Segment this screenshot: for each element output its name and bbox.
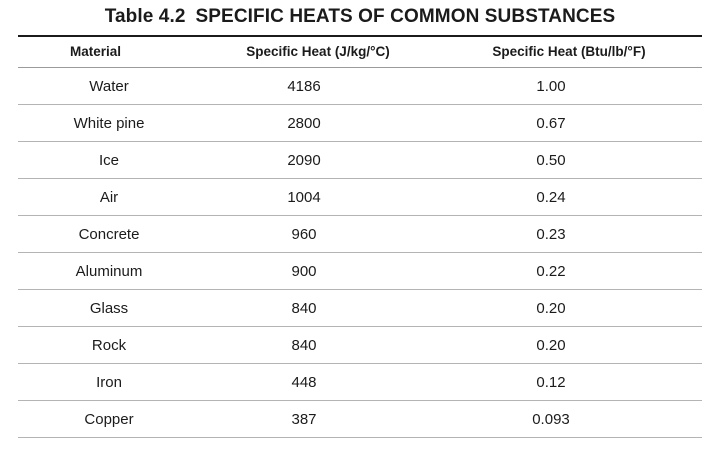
table-row	[18, 179, 702, 216]
cell-specific-heat-btu: 0.20	[436, 327, 702, 364]
cell-specific-heat-si: 960	[200, 216, 436, 253]
cell-material: Aluminum	[18, 253, 200, 290]
table-row	[18, 364, 702, 401]
cell-specific-heat-si: 1004	[200, 179, 436, 216]
table-header	[18, 36, 702, 68]
cell-specific-heat-btu: 0.20	[436, 290, 702, 327]
specific-heats-table	[18, 35, 702, 438]
table-row	[18, 142, 702, 179]
table-caption	[0, 0, 720, 35]
cell-specific-heat-btu: 1.00	[436, 68, 702, 105]
table-row	[18, 253, 702, 290]
cell-specific-heat-btu: 0.22	[436, 253, 702, 290]
cell-specific-heat-si: 2800	[200, 105, 436, 142]
cell-material: Rock	[18, 327, 200, 364]
cell-specific-heat-btu: 0.12	[436, 364, 702, 401]
cell-specific-heat-btu: 0.23	[436, 216, 702, 253]
cell-material: White pine	[18, 105, 200, 142]
cell-specific-heat-si: 900	[200, 253, 436, 290]
column-header-specific-heat-btu: Specific Heat (Btu/lb/°F)	[436, 36, 702, 68]
cell-specific-heat-si: 2090	[200, 142, 436, 179]
cell-specific-heat-si: 448	[200, 364, 436, 401]
table-row	[18, 290, 702, 327]
cell-material: Concrete	[18, 216, 200, 253]
cell-specific-heat-btu: 0.67	[436, 105, 702, 142]
cell-material: Copper	[18, 401, 200, 438]
cell-material: Water	[18, 68, 200, 105]
cell-specific-heat-si: 387	[200, 401, 436, 438]
cell-specific-heat-si: 840	[200, 290, 436, 327]
cell-specific-heat-btu: 0.24	[436, 179, 702, 216]
table-row	[18, 401, 702, 438]
table-title: SPECIFIC HEATS OF COMMON SUBSTANCES	[195, 6, 616, 27]
table-row	[18, 68, 702, 105]
table-number: Table 4.2	[104, 6, 186, 27]
cell-specific-heat-btu: 0.093	[436, 401, 702, 438]
cell-material: Iron	[18, 364, 200, 401]
cell-specific-heat-btu: 0.50	[436, 142, 702, 179]
cell-material: Air	[18, 179, 200, 216]
table-row	[18, 216, 702, 253]
table-body	[18, 68, 702, 438]
cell-specific-heat-si: 4186	[200, 68, 436, 105]
column-header-specific-heat-si: Specific Heat (J/kg/°C)	[200, 36, 436, 68]
column-header-material: Material	[18, 36, 200, 68]
cell-specific-heat-si: 840	[200, 327, 436, 364]
table-row	[18, 327, 702, 364]
cell-material: Glass	[18, 290, 200, 327]
table-row	[18, 105, 702, 142]
table-header-row	[18, 36, 702, 68]
cell-material: Ice	[18, 142, 200, 179]
